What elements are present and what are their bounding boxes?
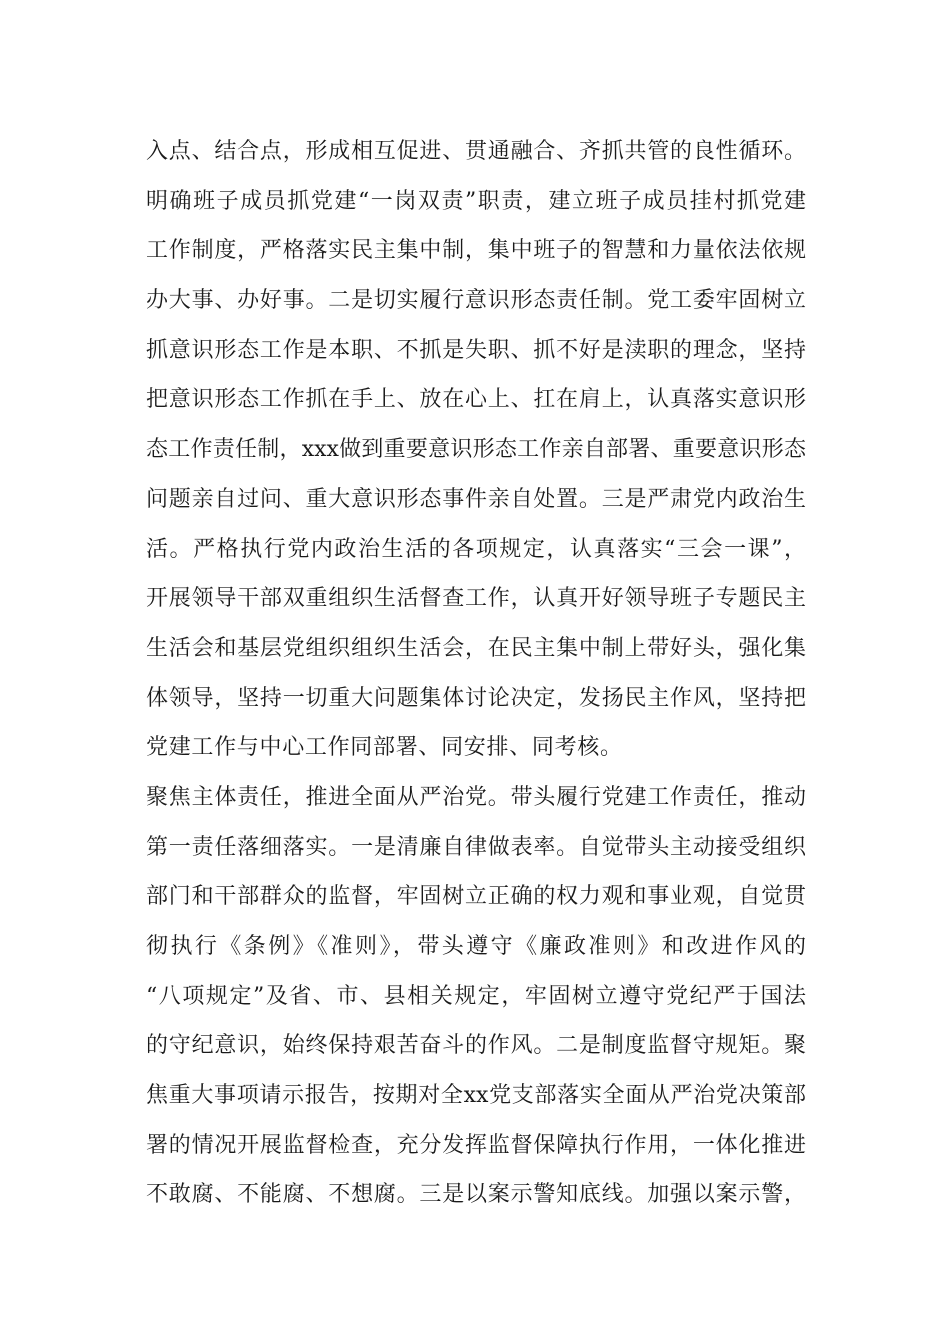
- text-line: 入点、结合点，形成相互促进、贯通融合、齐抓共管的良性循环。: [146, 139, 806, 164]
- text-line: 不敢腐、不能腐、不想腐。三是以案示警知底线。加强以案示警，: [146, 1182, 806, 1208]
- text-line: 聚焦主体责任，推进全面从严治党。带头履行党建工作责任，推动: [146, 784, 806, 810]
- text-line: 生活会和基层党组织组织生活会，在民主集中制上带好头，强化集: [146, 635, 806, 661]
- text-line: 开展领导干部双重组织生活督查工作，认真开好领导班子专题民主: [146, 586, 806, 612]
- text-line: 党建工作与中心工作同部署、同安排、同考核。: [146, 735, 623, 761]
- text-line: 态工作责任制，xxx做到重要意识形态工作亲自部署、重要意识形态: [146, 437, 806, 463]
- text-line: 工作制度，严格落实民主集中制，集中班子的智慧和力量依法依规: [146, 238, 806, 264]
- text-line: 署的情况开展监督检查，充分发挥监督保障执行作用，一体化推进: [146, 1132, 806, 1158]
- text-line: 办大事、办好事。二是切实履行意识形态责任制。党工委牢固树立: [146, 288, 806, 314]
- text-line: 问题亲自过问、重大意识形态事件亲自处置。三是严肃党内政治生: [146, 486, 806, 512]
- text-line: 体领导，坚持一切重大问题集体讨论决定，发扬民主作风，坚持把: [146, 685, 806, 711]
- paragraph-leadership: [146, 177, 806, 773]
- text-line: 的守纪意识，始终保持艰苦奋斗的作风。二是制度监督守规矩。聚: [146, 1033, 806, 1059]
- text-line: 部门和干部群众的监督，牢固树立正确的权力观和事业观，自觉贯: [146, 884, 806, 910]
- text-line: “八项规定”及省、市、县相关规定，牢固树立遵守党纪严于国法: [146, 983, 806, 1009]
- text-line: 把意识形态工作抓在手上、放在心上、扛在肩上，认真落实意识形: [146, 387, 806, 413]
- text-line: 焦重大事项请示报告，按期对全xx党支部落实全面从严治党决策部: [146, 1083, 806, 1109]
- paragraph-continued: [146, 127, 806, 177]
- text-line: 抓意识形态工作是本职、不抓是失职、抓不好是渎职的理念，坚持: [146, 337, 806, 363]
- text-line: 第一责任落细落实。一是清廉自律做表率。自觉带头主动接受组织: [146, 834, 806, 860]
- paragraph-responsibility: [146, 773, 806, 1220]
- text-line: 活。严格执行党内政治生活的各项规定，认真落实“三会一课”，: [146, 536, 806, 562]
- body-text: [146, 127, 806, 1220]
- text-line: 明确班子成员抓党建“一岗双责”职责，建立班子成员挂村抓党建: [146, 188, 806, 214]
- text-line: 彻执行《条例》《准则》，带头遵守《廉政准则》和改进作风的: [146, 934, 806, 959]
